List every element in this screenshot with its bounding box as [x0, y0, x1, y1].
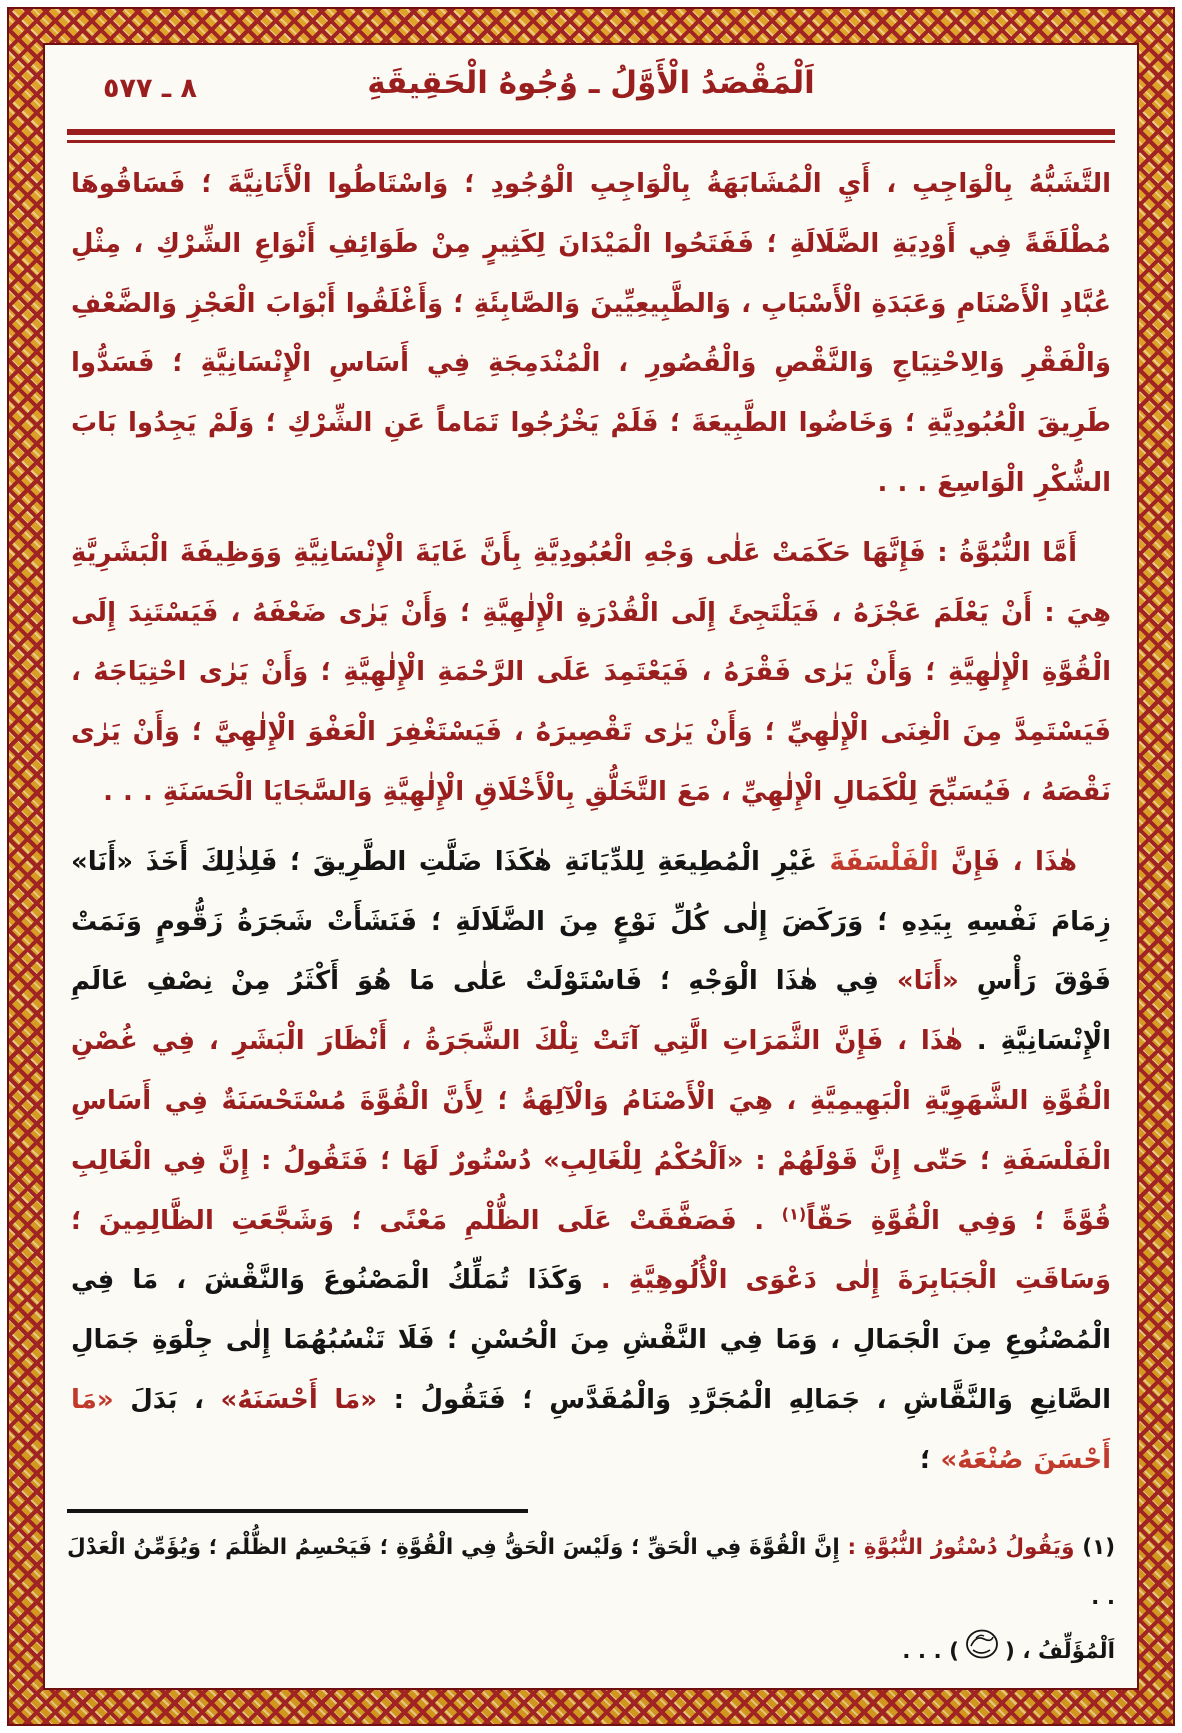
- text-segment: . فَصَفَّقَتْ عَلَى الظُّلْمِ مَعْنًى ؛ وَشَجَّعَتِ الظَّالِمِينَ ؛ وَسَاقَتِ الْجَبَابِرَةَ إِلٰى دَعْوَى الْأُلُوهِيَّةِ .: [71, 1205, 1111, 1296]
- footnote-reference: (١): [781, 1203, 807, 1223]
- page-header: [67, 59, 1115, 123]
- footnote-separator: [67, 1509, 528, 1513]
- text-segment: هٰذَا ، فَإِنَّ الثَّمَرَاتِ الَّتِي آتَتْ تِلْكَ الشَّجَرَةُ ، أَنْظَارَ الْبَشَرِ ، فِي غُصْنِ الْقُوَّةِ الشَّهَوِيَّةِ الْبَهِيمِيَّةِ ، هِيَ الْأَصْنَامُ وَالْآلِهَةُ ؛ لِأَنَّ الْقُوَّةَ مُسْتَحْسَنَةٌ فِي أَسَاسِ الْفَلْسَفَةِ ؛ حَتّٰى إِنَّ قَوْلَهُمْ : «اَلْحُكْمُ لِلْغَالِبِ» دُسْتُورٌ لَهَا ؛ فَتَقُولُ : إِنَّ فِي الْغَالِبِ قُوَّةً ؛ وَفِي الْقُوَّةِ حَقّاً: [71, 1026, 1111, 1236]
- text-segment: غَيْرِ الْمُطِيعَةِ لِلدِّيَانَةِ هٰكَذَا ضَلَّتِ الطَّرِيقَ ؛ فَلِذٰلِكَ أَخَذَ «أَنَا» زِمَامَ نَفْسِهِ بِيَدِهِ ؛ وَرَكَضَ إِلٰى كُلِّ نَوْعٍ مِنَ الضَّلَالَةِ ؛ فَنَشَأَتْ شَجَرَةُ زَقُّومٍ وَنَمَتْ فَوْقَ رَأْسِ: [71, 846, 1111, 997]
- text-segment: «مَا أَحْسَنَهُ»: [220, 1384, 378, 1415]
- text-segment: الْفَلْسَفَةَ: [829, 846, 939, 877]
- page-title: اَلْمَقْصَدُ الْأَوَّلُ ـ وُجُوهُ الْحَقِيقَةِ: [367, 65, 815, 101]
- footnote-marker: (١): [1074, 1534, 1116, 1560]
- footnote: [67, 1523, 1115, 1624]
- ornamental-border: [7, 7, 1175, 1726]
- text-segment: التَّشَبُّهُ بِالْوَاجِبِ ، أَيِ الْمُشَابَهَةُ بِالْوَاجِبِ الْوُجُودِ ؛ وَاسْتَاطُوا الْأَنَانِيَّةَ ؛ فَسَاقُوهَا مُطْلَقَةً فِي أَوْدِيَةِ الضَّلَالَةِ ؛ فَفَتَحُوا الْمَيْدَانَ لِكَثِيرٍ مِنْ طَوَائِفِ أَنْوَاعِ الشِّرْكِ ، مِثْلِ عُبَّادِ الْأَصْنَامِ وَعَبَدَةِ الْأَسْبَابِ ، وَالطَّبِيعِيِّينَ وَالصَّابِئَةِ ؛ وَأَغْلَقُوا أَبْوَابَ الْعَجْزِ وَالضَّعْفِ وَالْفَقْرِ وَالِاحْتِيَاجِ وَالنَّقْصِ وَالْقُصُورِ ، الْمُنْدَمِجَةِ فِي أَسَاسِ الْإِنْسَانِيَّةِ ؛ فَسَدُّوا طَرِيقَ الْعُبُودِيَّةِ ؛ وَخَاضُوا الطَّبِيعَةَ ؛ فَلَمْ يَخْرُجُوا تَمَاماً عَنِ الشِّرْكِ ؛ وَلَمْ يَجِدُوا بَابَ الشُّكْرِ الْوَاسِعَ . . .: [71, 169, 1111, 498]
- text-segment: أَمَّا النُّبُوَّةُ : فَإِنَّهَا حَكَمَتْ عَلٰى وَجْهِ الْعُبُودِيَّةِ بِأَنَّ غَايَةَ الْإِنْسَانِيَّةِ وَوَظِيفَةَ الْبَشَرِيَّةِ هِيَ : أَنْ يَعْلَمَ عَجْزَهُ ، فَيَلْتَجِئَ إِلَى الْقُدْرَةِ الْإِلٰهِيَّةِ ؛ وَأَنْ يَرٰى ضَعْفَهُ ، فَيَسْتَنِدَ إِلَى الْقُوَّةِ الْإِلٰهِيَّةِ ؛ وَأَنْ يَرٰى فَقْرَهُ ، فَيَعْتَمِدَ عَلَى الرَّحْمَةِ الْإِلٰهِيَّةِ ؛ وَأَنْ يَرٰى احْتِيَاجَهُ ، فَيَسْتَمِدَّ مِنَ الْغِنَى الْإِلٰهِيِّ ؛ وَأَنْ يَرٰى تَقْصِيرَهُ ، فَيَسْتَغْفِرَ الْعَفْوَ الْإِلٰهِيَّ ؛ وَأَنْ يَرٰى نَقْصَهُ ، فَيُسَبِّحَ لِلْكَمَالِ الْإِلٰهِيِّ ، مَعَ التَّخَلُّقِ بِالْأَخْلَاقِ الْإِلٰهِيَّةِ وَالسَّجَايَا الْحَسَنَةِ . . .: [71, 537, 1111, 807]
- text-segment: ، بَدَلَ: [113, 1384, 221, 1415]
- footnote-author-line: [67, 1626, 1115, 1678]
- paragraph: [71, 833, 1111, 1489]
- footnote-author-dots: ) . . .: [902, 1638, 960, 1664]
- text-segment: «أَنَا»: [878, 966, 959, 997]
- paragraph: [71, 155, 1111, 514]
- paragraphs: [67, 145, 1115, 1489]
- page-content: [43, 43, 1139, 1690]
- paragraph: [71, 524, 1111, 823]
- author-seal-icon: [962, 1626, 1002, 1678]
- text-segment: ؛: [920, 1444, 941, 1475]
- page-number: ٨ ـ ٥٧٧: [103, 73, 197, 104]
- text-segment: فِي هٰذَا الْوَجْهِ ؛ فَاسْتَوْلَتْ عَلٰى مَا هُوَ أَكْثَرُ مِنْ نِصْفِ عَالَمِ الْإِنْسَانِيَّةِ .: [71, 966, 1111, 1057]
- header-double-rule: [67, 129, 1115, 143]
- text-segment: هٰذَا ، فَإِنَّ: [938, 846, 1077, 877]
- footnote-intro: وَيَقُولُ دُسْتُورُ النُّبُوَّةِ :: [839, 1534, 1075, 1560]
- footnote-author-label: اَلْمُؤَلِّفُ ، (: [1005, 1638, 1115, 1664]
- text-segment: «مَا أَحْسَنَ صُنْعَهُ»: [71, 1384, 1111, 1475]
- footnote-text: إِنَّ الْقُوَّةَ فِي الْحَقِّ ؛ وَلَيْسَ الْحَقُّ فِي الْقُوَّةِ ؛ فَيَحْسِمُ الظُّلْمَ ؛ وَيُؤَمِّنُ الْعَدْلَ . .: [67, 1534, 1115, 1611]
- text-segment: وَكَذَا تُمَلِّكُ الْمَصْنُوعَ وَالنَّقْشَ ، مَا فِي الْمُصْنُوعِ مِنَ الْجَمَالِ ، وَمَا فِي النَّقْشِ مِنَ الْحُسْنِ ؛ فَلَا تَنْسُبُهُمَا إِلٰى جِلْوَةِ جَمَالِ الصَّانِعِ وَالنَّقَّاشِ ، جَمَالِهِ الْمُجَرَّدِ وَالْمُقَدَّسِ ؛ فَتَقُولُ :: [71, 1265, 1111, 1415]
